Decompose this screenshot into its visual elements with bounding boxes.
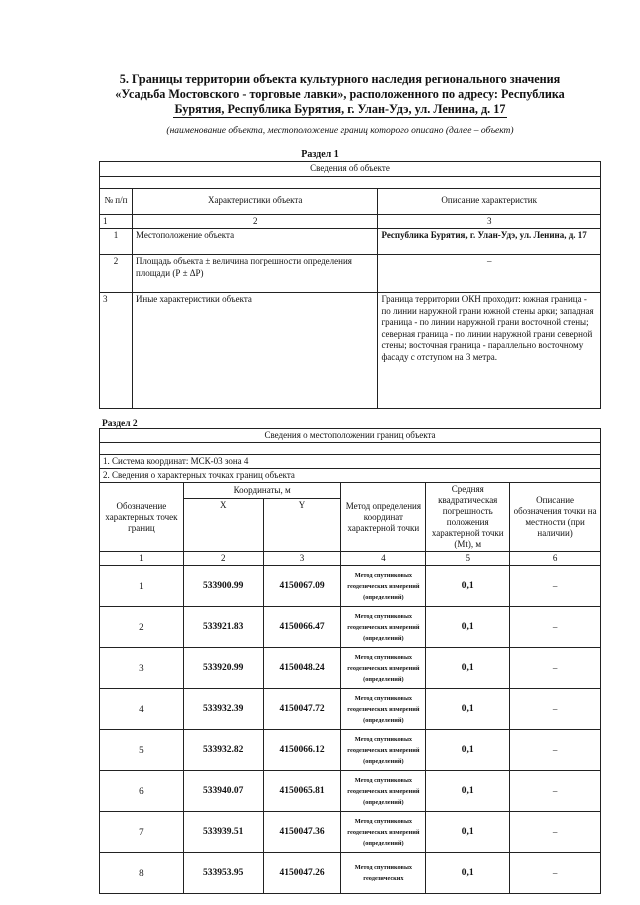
row-desc: Республика Бурятия, г. Улан-Удэ, ул. Ленина, д. 17 xyxy=(378,229,601,255)
point-y: 4150048.24 xyxy=(263,648,341,689)
point-method: Метод спутниковых геодезических измерений (определений) xyxy=(341,812,426,853)
point-row xyxy=(100,812,601,853)
point-x: 533940.07 xyxy=(183,771,263,812)
document-subtitle: (наименование объекта, местоположение границ которого описано (далее – объект) xyxy=(166,126,514,136)
row-num: 1 xyxy=(100,229,133,255)
point-x: 533920.99 xyxy=(183,648,263,689)
point-method: Метод спутниковых геодезических измерений (определений) xyxy=(341,607,426,648)
point-row xyxy=(100,771,601,812)
col-y-header: Y xyxy=(263,498,341,551)
point-method: Метод спутниковых геодезических измерений (определений) xyxy=(341,689,426,730)
col-descr-header: Описание обозначения точки на местности (при наличии) xyxy=(510,483,601,552)
point-y: 4150066.47 xyxy=(263,607,341,648)
row-num: 2 xyxy=(100,255,133,293)
point-descr: – xyxy=(510,648,601,689)
row-char: Местоположение объекта xyxy=(132,229,378,255)
col-char-header: Характеристики объекта xyxy=(132,188,378,214)
col-coords-header: Координаты, м xyxy=(183,483,341,499)
title-line-2: «Усадьба Мостовского - торговые лавки», расположенного по адресу: Республика xyxy=(115,87,565,101)
index-cell: 4 xyxy=(341,552,426,566)
point-method: Метод спутниковых геодезических xyxy=(341,853,426,894)
section1-caption: Сведения об объекте xyxy=(100,162,601,177)
section1-label: Раздел 1 xyxy=(301,149,339,160)
point-id: 3 xyxy=(100,648,184,689)
point-descr: – xyxy=(510,607,601,648)
point-y: 4150047.36 xyxy=(263,812,341,853)
index-cell: 1 xyxy=(100,214,133,229)
point-id: 4 xyxy=(100,689,184,730)
point-id: 6 xyxy=(100,771,184,812)
row-desc: – xyxy=(378,255,601,293)
point-error: 0,1 xyxy=(426,730,510,771)
point-error: 0,1 xyxy=(426,689,510,730)
index-cell: 6 xyxy=(510,552,601,566)
point-x: 533921.83 xyxy=(183,607,263,648)
point-descr: – xyxy=(510,771,601,812)
row-char: Иные характеристики объекта xyxy=(132,293,378,409)
point-x: 533932.39 xyxy=(183,689,263,730)
point-x: 533900.99 xyxy=(183,566,263,607)
object-info-table xyxy=(99,161,601,409)
point-row xyxy=(100,730,601,771)
index-cell: 1 xyxy=(100,552,184,566)
point-id: 2 xyxy=(100,607,184,648)
point-x: 533953.95 xyxy=(183,853,263,894)
point-row xyxy=(100,648,601,689)
row-num: 3 xyxy=(100,293,133,409)
col-method-header: Метод определения координат характерной точки xyxy=(341,483,426,552)
point-id: 7 xyxy=(100,812,184,853)
point-error: 0,1 xyxy=(426,812,510,853)
point-x: 533932.82 xyxy=(183,730,263,771)
point-row xyxy=(100,566,601,607)
index-cell: 2 xyxy=(183,552,263,566)
title-line-1: 5. Границы территории объекта культурного наследия регионального значения xyxy=(119,72,561,86)
col-desc-header: Описание характеристик xyxy=(378,188,601,214)
point-descr: – xyxy=(510,730,601,771)
index-cell: 5 xyxy=(426,552,510,566)
point-y: 4150047.26 xyxy=(263,853,341,894)
point-y: 4150067.09 xyxy=(263,566,341,607)
point-row xyxy=(100,853,601,894)
section2-label: Раздел 2 xyxy=(102,419,138,429)
point-row xyxy=(100,607,601,648)
row-char: Площадь объекта ± величина погрешности определения площади (Р ± ΔР) xyxy=(132,255,378,293)
point-y: 4150047.72 xyxy=(263,689,341,730)
coord-system: 1. Система координат: МСК-03 зона 4 xyxy=(100,455,601,469)
col-error-header: Средняя квадратическая погрешность положения характерной точки (Mt), м xyxy=(426,483,510,552)
point-descr: – xyxy=(510,566,601,607)
point-method: Метод спутниковых геодезических измерений (определений) xyxy=(341,648,426,689)
point-method: Метод спутниковых геодезических измерений (определений) xyxy=(341,730,426,771)
index-cell: 3 xyxy=(378,214,601,229)
point-error: 0,1 xyxy=(426,853,510,894)
point-error: 0,1 xyxy=(426,648,510,689)
section2-caption: Сведения о местоположении границ объекта xyxy=(100,429,601,443)
point-id: 8 xyxy=(100,853,184,894)
point-id: 5 xyxy=(100,730,184,771)
index-cell: 3 xyxy=(263,552,341,566)
row-desc: Граница территории ОКН проходит: южная граница - по линии наружной грани южной стены арки; западная граница - по линии наружной грани восточной стены; северная граница - по линии наружной грани северной стены; восточная граница - параллельно восточному фасаду с отступом на 3 метра. xyxy=(378,293,601,409)
points-caption: 2. Сведения о характерных точках границ объекта xyxy=(100,469,601,483)
point-method: Метод спутниковых геодезических измерений (определений) xyxy=(341,566,426,607)
point-y: 4150065.81 xyxy=(263,771,341,812)
point-error: 0,1 xyxy=(426,566,510,607)
point-row xyxy=(100,689,601,730)
col-num-header: № п/п xyxy=(100,188,133,214)
point-x: 533939.51 xyxy=(183,812,263,853)
document-title xyxy=(70,72,610,118)
point-descr: – xyxy=(510,689,601,730)
point-descr: – xyxy=(510,812,601,853)
point-descr: – xyxy=(510,853,601,894)
title-line-3: Бурятия, Республика Бурятия, г. Улан-Удэ, ул. Ленина, д. 17 xyxy=(174,102,506,116)
point-error: 0,1 xyxy=(426,607,510,648)
point-error: 0,1 xyxy=(426,771,510,812)
boundary-points-table xyxy=(99,428,601,894)
point-y: 4150066.12 xyxy=(263,730,341,771)
index-cell: 2 xyxy=(132,214,378,229)
col-point-header: Обозначение характерных точек границ xyxy=(100,483,184,552)
point-id: 1 xyxy=(100,566,184,607)
col-x-header: X xyxy=(183,498,263,551)
point-method: Метод спутниковых геодезических измерений (определений) xyxy=(341,771,426,812)
